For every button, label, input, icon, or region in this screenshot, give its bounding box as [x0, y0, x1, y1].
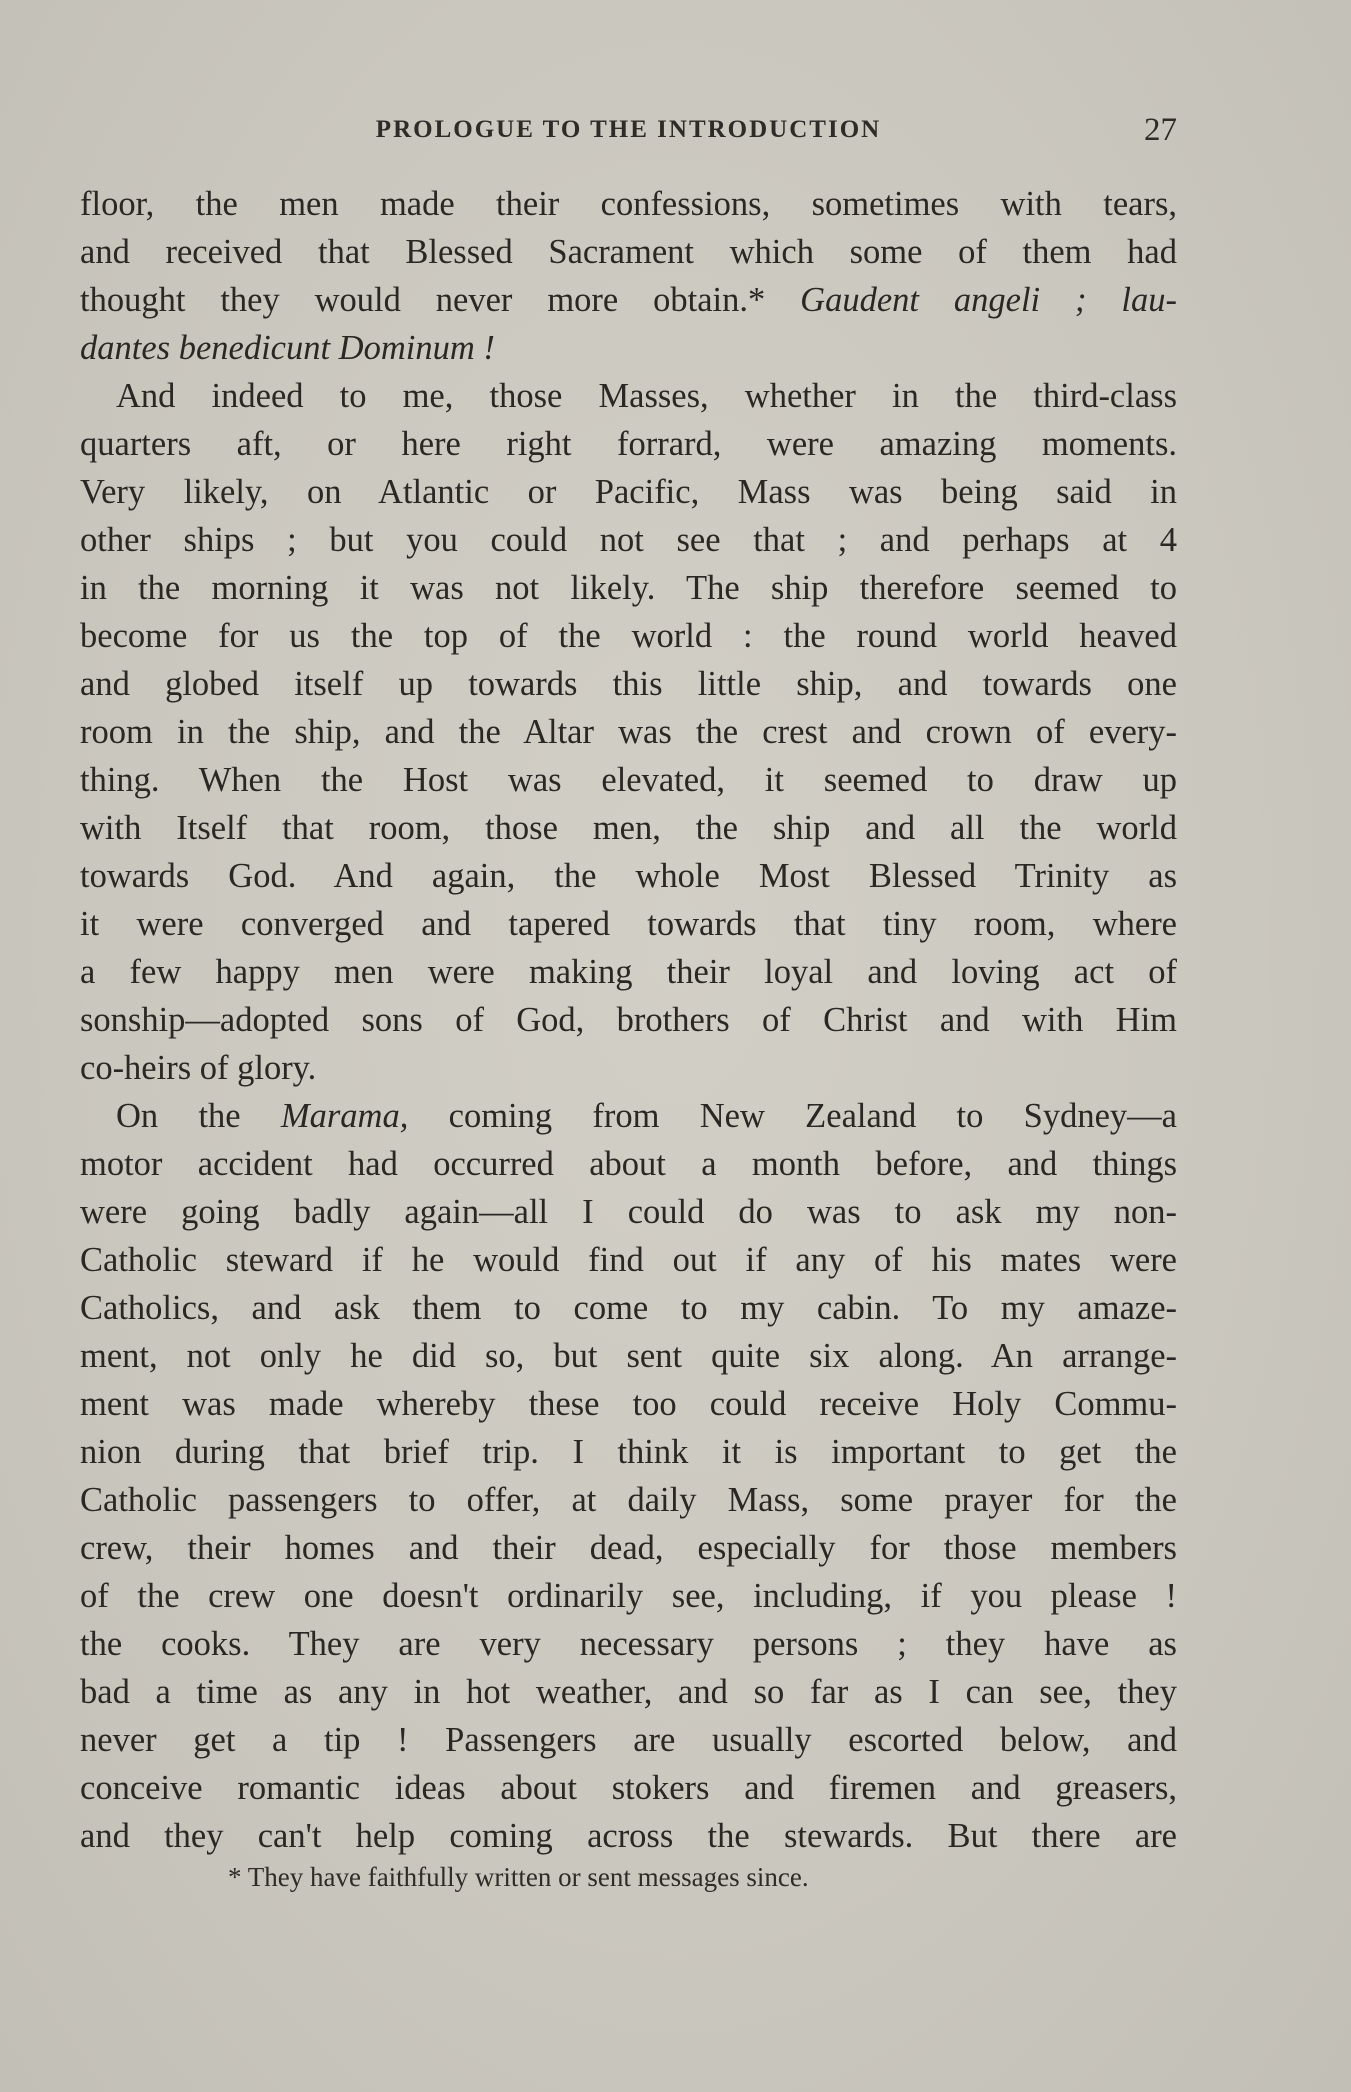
- text-line: other ships ; but you could not see that ; and perhaps at 4: [80, 521, 1177, 559]
- text-line: room in the ship, and the Altar was the crest and crown of every-: [80, 713, 1177, 751]
- text-line: and globed itself up towards this little ship, and towards one: [80, 665, 1177, 703]
- text-line: bad a time as any in hot weather, and so far as I can see, they: [80, 1673, 1177, 1711]
- text-line: And indeed to me, those Masses, whether in the third-class: [116, 377, 1177, 415]
- text-line: quarters aft, or here right forrard, were amazing moments.: [80, 425, 1177, 463]
- text-line: and they can't help coming across the stewards. But there are: [80, 1817, 1177, 1855]
- text-line: crew, their homes and their dead, especially for those members: [80, 1529, 1177, 1567]
- text-line: in the morning it was not likely. The ship therefore seemed to: [80, 569, 1177, 607]
- text-line: Catholic steward if he would find out if any of his mates were: [80, 1241, 1177, 1279]
- text-line: the cooks. They are very necessary persons ; they have as: [80, 1625, 1177, 1663]
- text-line: with Itself that room, those men, the ship and all the world: [80, 809, 1177, 847]
- text-line: ment was made whereby these too could receive Holy Commu-: [80, 1385, 1177, 1423]
- text-line: thought they would never more obtain.* Gaudent angeli ; lau-: [80, 281, 1177, 319]
- ship-name: Marama,: [280, 1097, 409, 1135]
- page-number: 27: [1144, 112, 1177, 148]
- latin-phrase: Gaudent angeli ; lau-: [800, 281, 1177, 319]
- text-line: Very likely, on Atlantic or Pacific, Mass was being said in: [80, 473, 1177, 511]
- text-line: Catholics, and ask them to come to my cabin. To my amaze-: [80, 1289, 1177, 1327]
- latin-phrase: dantes benedicunt Dominum !: [80, 329, 495, 367]
- text-line: sonship—adopted sons of God, brothers of Christ and with Him: [80, 1001, 1177, 1039]
- text-line: were going badly again—all I could do was to ask my non-: [80, 1193, 1177, 1231]
- text-line: On the Marama, coming from New Zealand to Sydney—a: [116, 1097, 1177, 1135]
- footnote: * They have faithfully written or sent messages since.: [228, 1862, 809, 1892]
- text-line: thing. When the Host was elevated, it seemed to draw up: [80, 761, 1177, 799]
- body-text: [80, 180, 1177, 1860]
- text-line: never get a tip ! Passengers are usually escorted below, and: [80, 1721, 1177, 1759]
- text-line: and received that Blessed Sacrament which some of them had: [80, 233, 1177, 271]
- running-head: PROLOGUE TO THE INTRODUCTION: [375, 116, 882, 143]
- text-line: become for us the top of the world : the round world heaved: [80, 617, 1177, 655]
- text-line: towards God. And again, the whole Most Blessed Trinity as: [80, 857, 1177, 895]
- text-line: conceive romantic ideas about stokers and firemen and greasers,: [80, 1769, 1177, 1807]
- text-line: co-heirs of glory.: [80, 1049, 317, 1087]
- text-line: ment, not only he did so, but sent quite six along. An arrange-: [80, 1337, 1177, 1375]
- text-line: of the crew one doesn't ordinarily see, including, if you please !: [80, 1577, 1177, 1615]
- text-line: [80, 324, 1177, 372]
- page-header: [80, 112, 1177, 152]
- text-line: Catholic passengers to offer, at daily Mass, some prayer for the: [80, 1481, 1177, 1519]
- text-line: a few happy men were making their loyal and loving act of: [80, 953, 1177, 991]
- text-line: floor, the men made their confessions, sometimes with tears,: [80, 185, 1177, 223]
- text-line: it were converged and tapered towards that tiny room, where: [80, 905, 1177, 943]
- text-line: nion during that brief trip. I think it is important to get the: [80, 1433, 1177, 1471]
- text-line: motor accident had occurred about a month before, and things: [80, 1145, 1177, 1183]
